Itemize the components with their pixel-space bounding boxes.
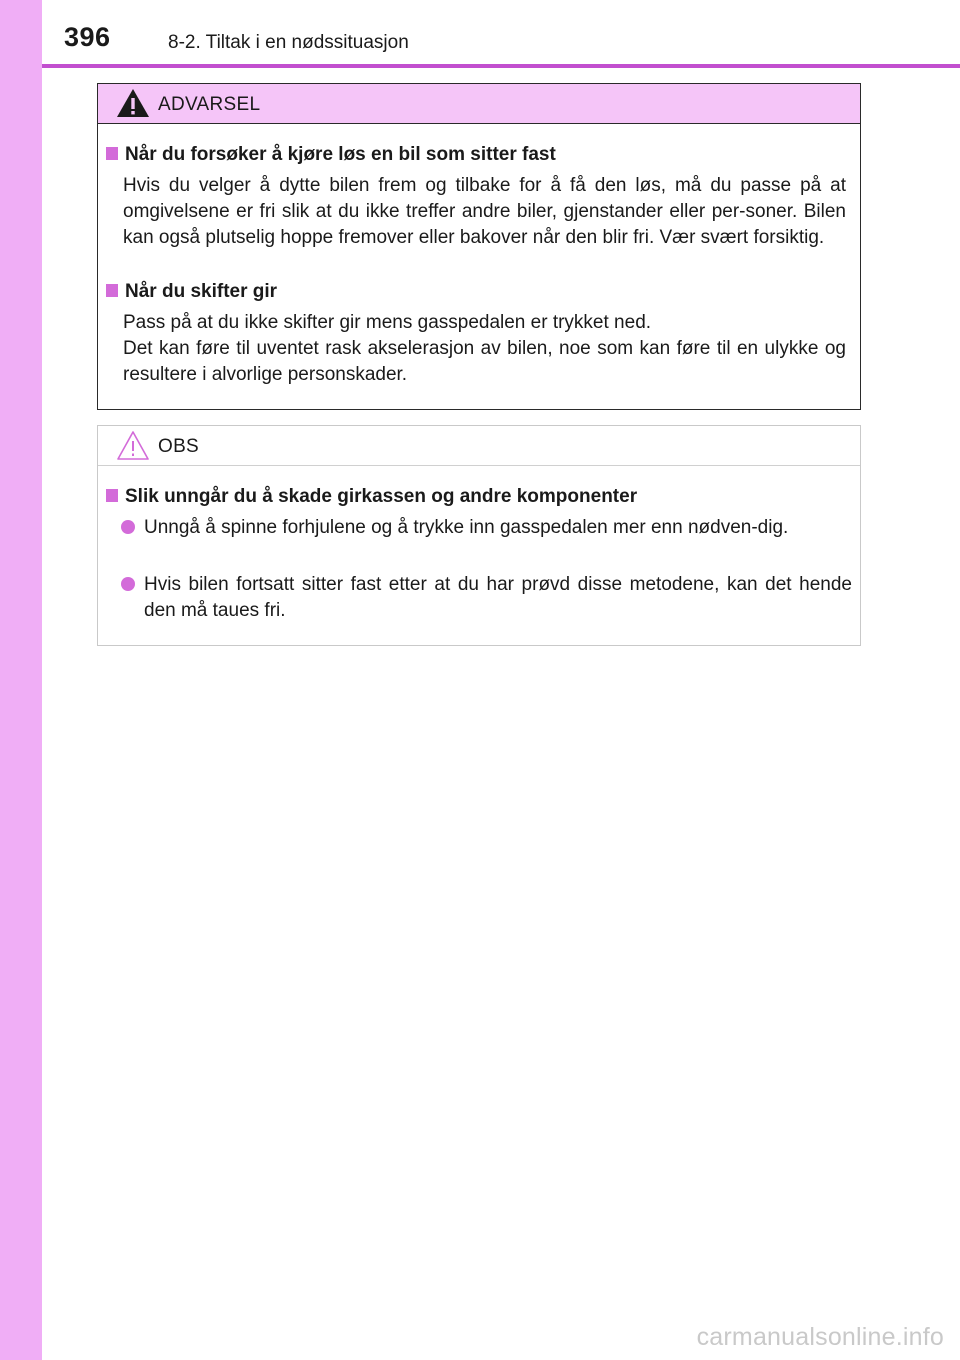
warning-box-header [98, 84, 860, 124]
page-number: 396 [64, 22, 111, 52]
section-title: 8-2. Tiltak i en nødssituasjon [168, 32, 409, 53]
notice-box-header [98, 426, 860, 466]
notice-label: OBS [158, 436, 200, 457]
notice-bullet-item: Unngå å spinne forhjulene og å trykke inn gasspedalen mer enn nødven-dig. [108, 515, 852, 541]
warning-item-paragraph: Det kan føre til uventet rask akselerasjon av bilen, noe som kan føre til en ulykke og resultere i alvorlige personskader. [123, 338, 846, 385]
warning-triangle-filled-icon [116, 87, 150, 119]
round-bullet-icon [121, 577, 135, 591]
warning-item-paragraph: Pass på at du ikke skifter gir mens gasspedalen er trykket ned. [123, 312, 652, 333]
warning-box [97, 83, 861, 410]
warning-item-heading: Når du forsøker å kjøre løs en bil som sitter fast [106, 144, 850, 166]
warning-label: ADVARSEL [158, 94, 261, 115]
notice-bullet-item: Hvis bilen fortsatt sitter fast etter at du har prøvd disse metodene, kan det hende den må taues fri. [108, 572, 852, 624]
header-rule [42, 64, 960, 68]
watermark: carmanualsonline.info [696, 1323, 944, 1351]
notice-box [97, 425, 861, 646]
round-bullet-icon [121, 520, 135, 534]
square-bullet-icon [106, 489, 118, 502]
caution-triangle-outline-icon [116, 429, 150, 461]
notice-heading: Slik unngår du å skade girkassen og andre komponenter [106, 486, 850, 508]
square-bullet-icon [106, 147, 118, 160]
warning-item-paragraph: Hvis du velger å dytte bilen frem og tilbake for å få den løs, må du passe på at omgivelsene er fri slik at du ikke treffer andre biler, gjenstander eller per-soner. Bilen kan også plutselig hoppe fremover eller bakover når den blir fri. Vær svært forsiktig. [123, 175, 846, 248]
warning-item-heading: Når du skifter gir [106, 281, 850, 303]
side-color-strip [0, 0, 42, 1360]
square-bullet-icon [106, 284, 118, 297]
